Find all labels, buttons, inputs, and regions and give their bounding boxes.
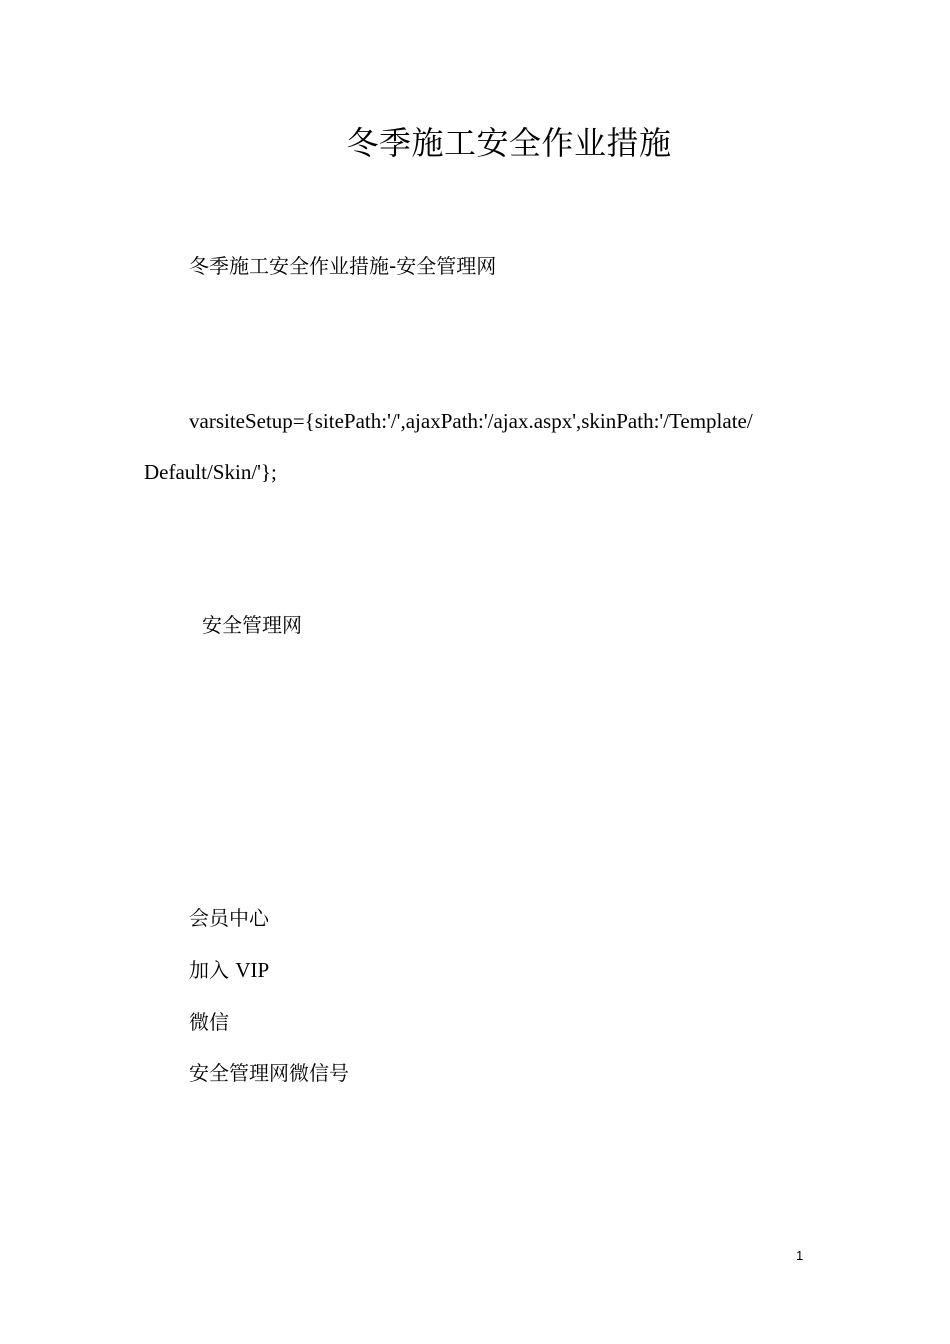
wechat-link[interactable]: 微信	[189, 1010, 229, 1034]
page-number: 1	[796, 1248, 804, 1263]
join-vip-link[interactable]	[189, 955, 269, 985]
site-name: 安全管理网	[202, 613, 302, 637]
document-title: 冬季施工安全作业措施	[346, 124, 672, 162]
code-line-2: Default/Skin/'};	[144, 460, 277, 484]
code-line-1: varsiteSetup={sitePath:'/',ajaxPath:'/ajax.aspx',skinPath:'/Template/	[189, 409, 753, 433]
member-center-link[interactable]: 会员中心	[189, 906, 269, 930]
join-vip-prefix: 加入	[189, 958, 229, 982]
wechat-account-link[interactable]: 安全管理网微信号	[189, 1061, 349, 1085]
join-vip-suffix: VIP	[235, 958, 270, 982]
document-subtitle: 冬季施工安全作业措施-安全管理网	[189, 254, 497, 278]
